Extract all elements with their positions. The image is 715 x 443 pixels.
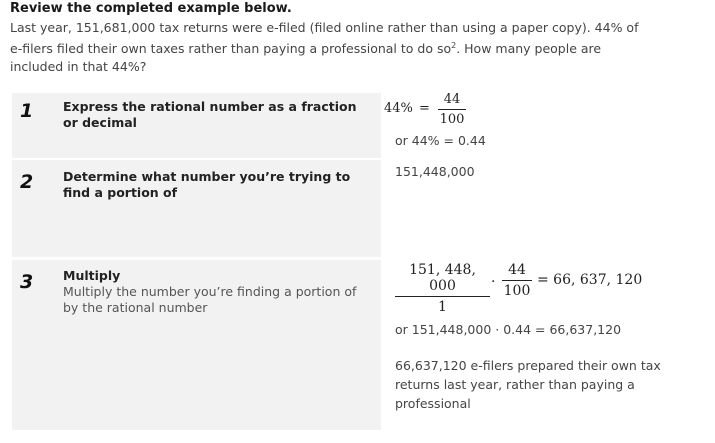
step-3-conclusion: 66,637,120 e-filers prepared their own tax returns last year, rather than paying a professional <box>395 358 661 411</box>
step-2-value: 151,448,000 <box>395 164 475 179</box>
step-3-frac2-denominator: 100 <box>503 283 531 299</box>
step-3-panel <box>12 260 381 430</box>
step-3-fraction-1 <box>395 262 490 315</box>
problem-text-tail: . How many people are included in that 44%? <box>10 41 602 75</box>
page-heading: Review the completed example below. <box>10 1 292 16</box>
step-1-panel <box>12 93 381 158</box>
step-1-denominator: 100 <box>439 112 465 127</box>
step-3-alt: or 151,448,000 · 0.44 = 66,637,120 <box>395 322 622 337</box>
step-1-title: Express the rational number as a fraction or decimal <box>63 99 357 130</box>
step-3-frac1-denominator: 1 <box>438 299 447 315</box>
step-1-alt: or 44% = 0.44 <box>395 133 486 148</box>
step-2-title: Determine what number you’re trying to find a portion of <box>63 169 351 200</box>
problem-text: Last year, 151,681,000 tax returns were e-filed (filed online rather than using a paper copy). 44% of e-filers filed their own taxes rather than paying a professional to do so <box>10 20 639 57</box>
step-1-equals: = <box>419 101 430 116</box>
step-1-percent: 44% <box>384 101 413 116</box>
step-2-number: 2 <box>20 171 34 193</box>
step-3-number: 3 <box>20 271 34 293</box>
step-3-fraction-2 <box>502 262 532 299</box>
step-3-result: = 66, 637, 120 <box>537 272 643 288</box>
step-3-title: Multiply <box>63 268 121 283</box>
footnote-marker: 2 <box>451 41 457 50</box>
step-2-panel <box>12 160 381 257</box>
step-3-subtitle: Multiply the number you’re finding a portion of by the rational number <box>63 284 357 315</box>
step-3-frac1-numerator: 151, 448, 000 <box>409 262 476 294</box>
problem-statement <box>10 19 650 76</box>
step-1-number: 1 <box>20 100 34 122</box>
step-1-numerator: 44 <box>443 92 461 107</box>
step-3-frac2-numerator: 44 <box>508 262 526 278</box>
step-1-fraction <box>438 92 466 127</box>
multiply-dot: · <box>491 274 496 290</box>
